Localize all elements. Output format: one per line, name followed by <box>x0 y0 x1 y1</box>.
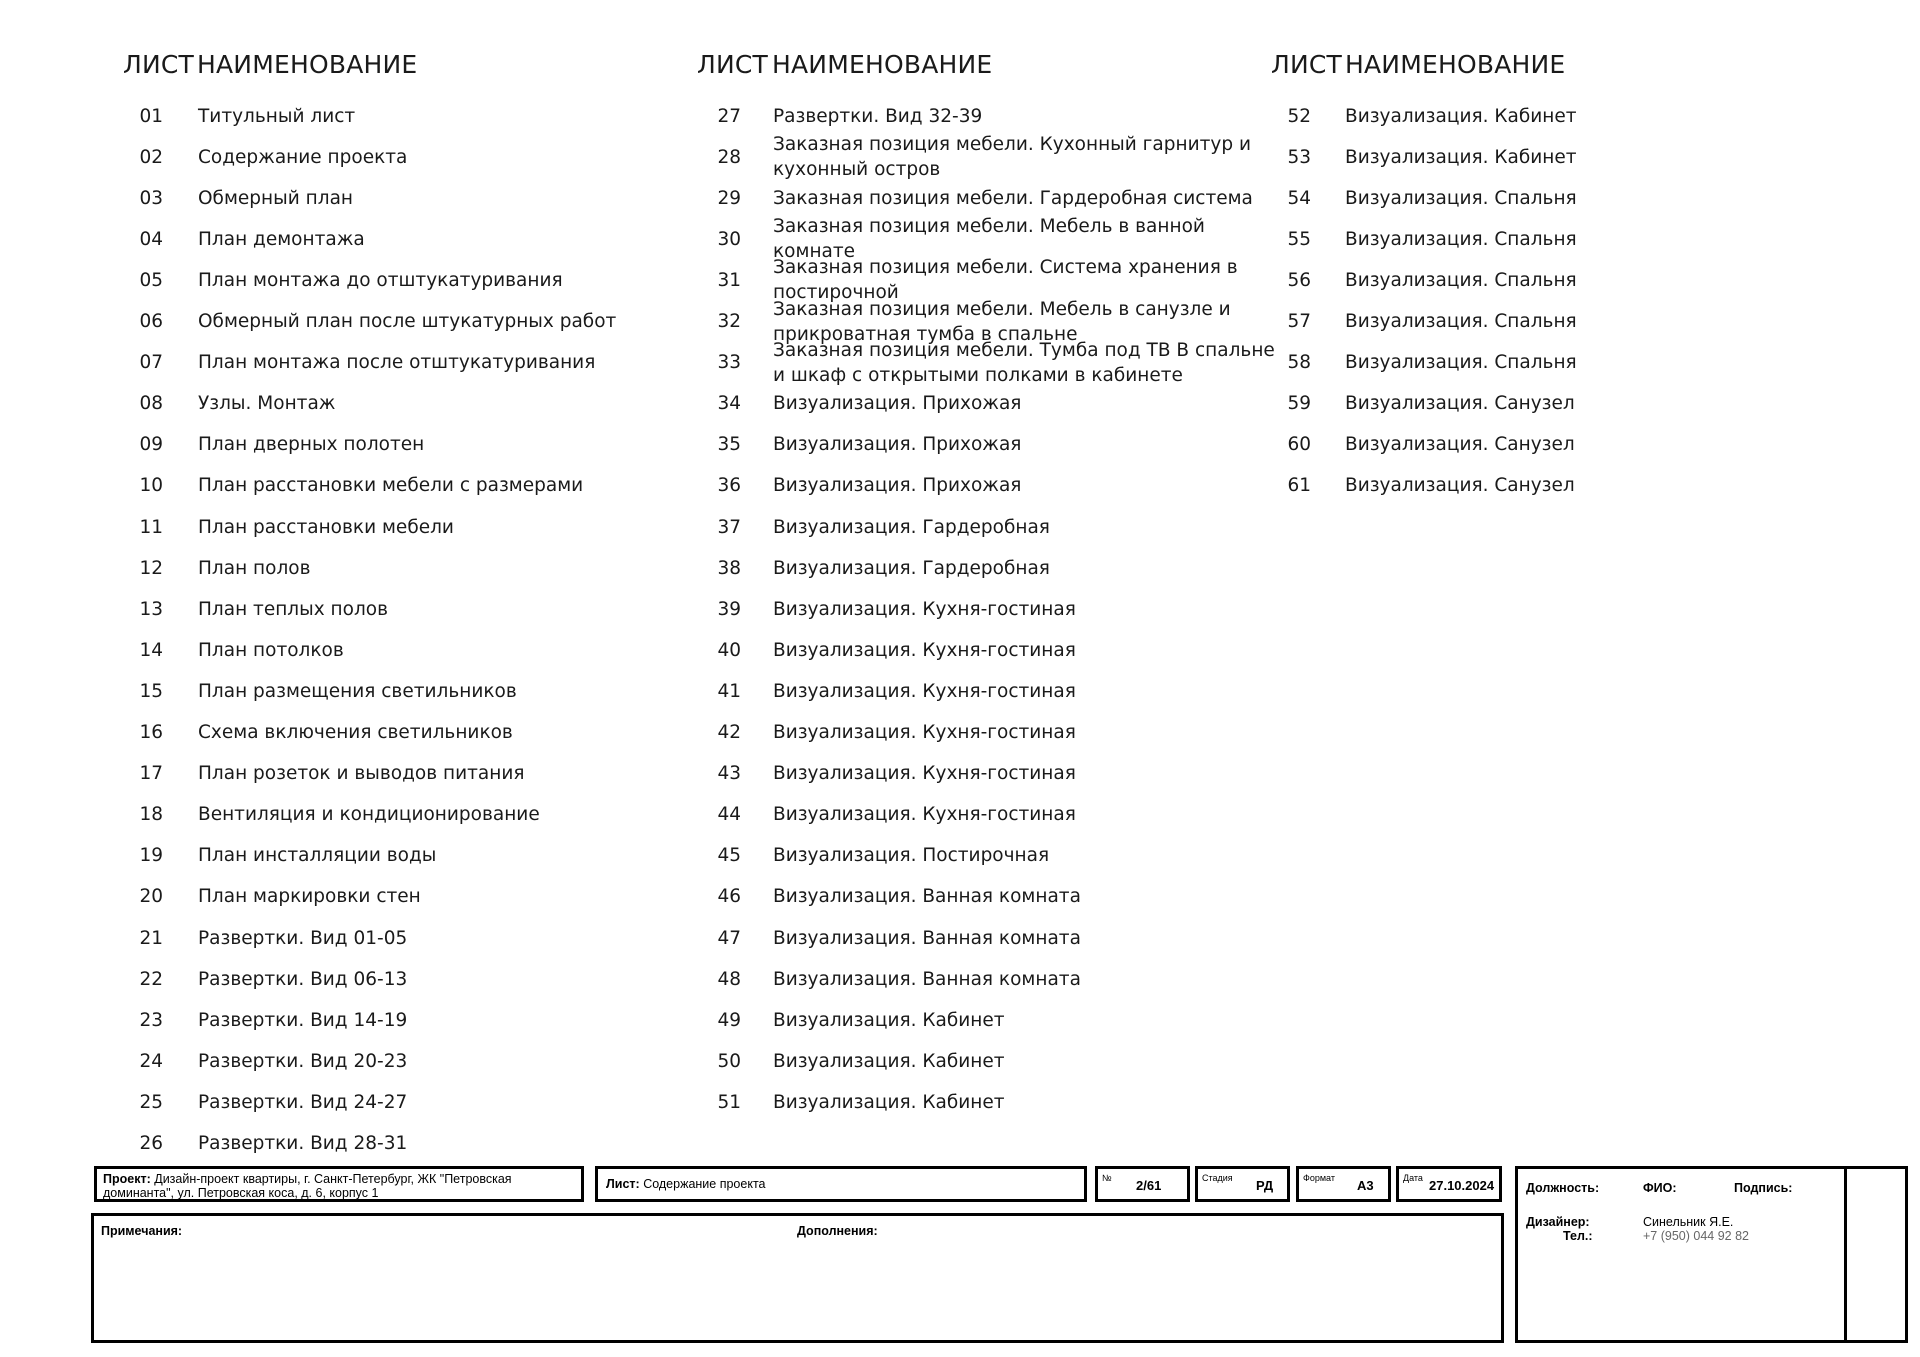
sheet-number: 32 <box>717 311 741 332</box>
position-label: Должность: <box>1526 1181 1600 1195</box>
sheet-number: 41 <box>717 680 741 702</box>
sheet-number: 25 <box>139 1091 163 1113</box>
header-sheet: ЛИСТ <box>697 50 769 79</box>
sheet-number: 61 <box>1287 475 1311 497</box>
sheet-title: Визуализация. Спальня <box>1345 269 1577 291</box>
header-name: НАИМЕНОВАНИЕ <box>197 50 418 79</box>
sheet-title: План монтажа до отштукатуривания <box>198 269 563 291</box>
sheet-title: План размещения светильников <box>198 680 517 702</box>
sheet-title: Визуализация. Ванная комната <box>773 886 1081 908</box>
sheet-number: 03 <box>139 187 163 209</box>
sheet-title: Заказная позиция мебели. Тумба под ТВ В спальне и шкаф с открытыми полками в кабинете <box>773 339 1275 386</box>
sheet-number: 49 <box>717 1009 741 1031</box>
signature-divider <box>1844 1169 1847 1340</box>
sheet-number: 44 <box>717 804 741 826</box>
sheet-number: 30 <box>717 228 741 250</box>
signature-label: Подпись: <box>1734 1181 1793 1195</box>
sheet-title: Визуализация. Кабинет <box>773 1050 1005 1072</box>
sheet-number: 17 <box>139 763 163 785</box>
sheet-title: Визуализация. Кухня-гостиная <box>773 598 1076 620</box>
format-label: Формат <box>1303 1173 1335 1183</box>
sheet-number: 13 <box>139 598 163 620</box>
header-sheet: ЛИСТ <box>1271 50 1343 79</box>
sheet-title: План потолков <box>198 639 344 661</box>
sheet-title: Визуализация. Спальня <box>1345 228 1577 250</box>
sheet-title: План розеток и выводов питания <box>198 763 525 785</box>
sheet-title: Заказная позиция мебели. Мебель в ванной комнате <box>773 216 1205 263</box>
sheet-number: 19 <box>139 845 163 867</box>
sheet-number: 56 <box>1287 269 1311 291</box>
column-header <box>1271 50 1671 86</box>
sheet-title: Визуализация. Кабинет <box>773 1091 1005 1113</box>
sheet-number: 52 <box>1287 105 1311 127</box>
sheet-number: 27 <box>717 105 741 127</box>
sheet-title: Развертки. Вид 32-39 <box>773 105 983 127</box>
sheet-title: Визуализация. Спальня <box>1345 352 1577 374</box>
stage-label: Стадия <box>1202 1173 1233 1183</box>
column-header <box>123 50 603 86</box>
sheet-number: 29 <box>717 187 741 209</box>
sheet-title: Узлы. Монтаж <box>198 393 336 415</box>
sheet-number: 33 <box>717 352 741 374</box>
stage-box <box>1195 1166 1290 1202</box>
sheet-number: 43 <box>717 763 741 785</box>
sheet-number: 57 <box>1287 311 1311 332</box>
sheet-title: Схема включения светильников <box>198 722 513 743</box>
sheet-title: Визуализация. Санузел <box>1345 434 1575 456</box>
sheet-number: 60 <box>1287 434 1311 456</box>
notes-label: Примечания: <box>101 1224 183 1238</box>
notes-box <box>91 1213 1504 1343</box>
sheet-number: 51 <box>717 1091 741 1113</box>
sheet-number: 01 <box>139 105 163 127</box>
sheet-label: Лист: <box>606 1177 640 1191</box>
sheet-title: Визуализация. Прихожая <box>773 434 1022 456</box>
project-box <box>94 1166 584 1202</box>
sheet-title: Развертки. Вид 20-23 <box>198 1050 408 1072</box>
sheet-number: 59 <box>1287 393 1311 415</box>
sheet-title: Визуализация. Кухня-гостиная <box>773 804 1076 826</box>
sheet-title: Развертки. Вид 14-19 <box>198 1009 408 1031</box>
sheet-title: Визуализация. Кухня-гостиная <box>773 639 1076 661</box>
sheet-title: Вентиляция и кондиционирование <box>198 804 540 826</box>
sheet-title: Развертки. Вид 28-31 <box>198 1133 408 1154</box>
sheet-number: 09 <box>139 434 163 456</box>
sheet-number: 46 <box>717 886 741 908</box>
sheet-number: 23 <box>139 1009 163 1031</box>
sheet-title: Визуализация. Кухня-гостиная <box>773 763 1076 785</box>
sheet-title: Визуализация. Спальня <box>1345 187 1577 209</box>
sheet-title: Визуализация. Кабинет <box>1345 105 1577 127</box>
sheet-number: 47 <box>717 927 741 949</box>
sheet-title: Обмерный план <box>198 187 354 209</box>
sheet-number: 21 <box>139 927 163 949</box>
sheet-title: Визуализация. Постирочная <box>773 845 1050 867</box>
sheet-title: План монтажа после отштукатуривания <box>198 352 596 374</box>
sheet-title: План инсталляции воды <box>198 845 437 867</box>
stage-value: РД <box>1256 1178 1274 1193</box>
sheet-box <box>595 1166 1087 1202</box>
sheet-number: 06 <box>139 311 163 332</box>
sheet-number: 28 <box>717 146 741 168</box>
list-item <box>697 1077 1285 1127</box>
sheet-title: Обмерный план после штукатурных работ <box>198 311 617 332</box>
sheet-number: 16 <box>139 722 163 743</box>
sheet-number: 05 <box>139 269 163 291</box>
sheet-number: 11 <box>139 516 163 538</box>
designer-label: Дизайнер: <box>1526 1215 1590 1229</box>
date-label: Дата <box>1403 1173 1423 1183</box>
sheet-title: План маркировки стен <box>198 886 421 908</box>
sheet-title: Развертки. Вид 24-27 <box>198 1091 408 1113</box>
sheet-number: 12 <box>139 557 163 579</box>
sheet-title: Визуализация. Кухня-гостиная <box>773 722 1076 743</box>
number-box <box>1095 1166 1190 1202</box>
phone-label: Тел.: <box>1563 1229 1593 1243</box>
sheet-number: 31 <box>717 269 741 291</box>
sheet-title: Визуализация. Санузел <box>1345 393 1575 415</box>
sheet-number: 40 <box>717 639 741 661</box>
sheet-value: Содержание проекта <box>643 1177 766 1191</box>
sheet-title: Визуализация. Кухня-гостиная <box>773 680 1076 702</box>
sheet-title: План дверных полотен <box>198 434 425 456</box>
sheet-number: 48 <box>717 968 741 990</box>
sheet-number: 37 <box>717 516 741 538</box>
sheet-title: Содержание проекта <box>198 146 408 168</box>
sheet-title: План демонтажа <box>198 228 365 250</box>
header-name: НАИМЕНОВАНИЕ <box>772 50 993 79</box>
sheet-title: Визуализация. Спальня <box>1345 311 1577 332</box>
sheet-title: Визуализация. Прихожая <box>773 475 1022 497</box>
sheet-number: 24 <box>139 1050 163 1072</box>
sheet-title: Заказная позиция мебели. Система хранения в постирочной <box>773 257 1238 304</box>
date-box <box>1396 1166 1502 1202</box>
sheet-title: Визуализация. Кабинет <box>1345 146 1577 168</box>
sheet-title: План расстановки мебели <box>198 516 454 538</box>
sheet-number: 39 <box>717 598 741 620</box>
sheet-number: 54 <box>1287 187 1311 209</box>
header-name: НАИМЕНОВАНИЕ <box>1345 50 1566 79</box>
sheet-number: 08 <box>139 393 163 415</box>
header-sheet: ЛИСТ <box>123 50 195 79</box>
sheet-number: 35 <box>717 434 741 456</box>
sheet-number: 38 <box>717 557 741 579</box>
sheet-title: План полов <box>198 557 311 579</box>
project-value: Дизайн-проект квартиры, г. Санкт-Петербург, ЖК "Петровская доминанта", ул. Петровская коса, д. 6, корпус 1 <box>103 1172 512 1200</box>
sheet-title: Заказная позиция мебели. Мебель в санузле и прикроватная тумба в спальне <box>773 298 1231 345</box>
additions-label: Дополнения: <box>797 1224 878 1238</box>
sheet-number: 45 <box>717 845 741 867</box>
project-label: Проект: <box>103 1172 151 1186</box>
sheet-number: 15 <box>139 680 163 702</box>
sheet-title: План расстановки мебели с размерами <box>198 475 584 497</box>
sheet-title: Визуализация. Ванная комната <box>773 927 1081 949</box>
sheet-title: Визуализация. Прихожая <box>773 393 1022 415</box>
sheet-title: Визуализация. Гардеробная <box>773 557 1050 579</box>
sheet-title: Заказная позиция мебели. Гардеробная система <box>773 187 1253 209</box>
signatures-box <box>1515 1166 1908 1343</box>
sheet-number: 42 <box>717 722 741 743</box>
sheet-title: Заказная позиция мебели. Кухонный гарнитур и кухонный остров <box>773 134 1251 181</box>
sheet-title: Визуализация. Гардеробная <box>773 516 1050 538</box>
list-item <box>1271 461 1665 511</box>
sheet-number: 22 <box>139 968 163 990</box>
sheet-number: 20 <box>139 886 163 908</box>
list-item <box>123 1119 618 1169</box>
designer-name: Синельник Я.Е. <box>1643 1215 1734 1229</box>
sheet-number: 18 <box>139 804 163 826</box>
sheet-title: Титульный лист <box>198 105 356 127</box>
number-value: 2/61 <box>1136 1178 1162 1193</box>
sheet-number: 10 <box>139 475 163 497</box>
sheet-number: 58 <box>1287 352 1311 374</box>
date-value: 27.10.2024 <box>1429 1178 1495 1193</box>
sheet-number: 14 <box>139 639 163 661</box>
sheet-number: 50 <box>717 1050 741 1072</box>
sheet-number: 07 <box>139 352 163 374</box>
fio-label: ФИО: <box>1643 1181 1677 1195</box>
number-label: № <box>1102 1173 1112 1183</box>
sheet-title: Визуализация. Кабинет <box>773 1009 1005 1031</box>
sheet-title: Визуализация. Санузел <box>1345 475 1575 497</box>
format-value: А3 <box>1357 1178 1374 1193</box>
sheet-number: 34 <box>717 393 741 415</box>
sheet-number: 55 <box>1287 228 1311 250</box>
sheet-number: 53 <box>1287 146 1311 168</box>
sheet-title: Развертки. Вид 01-05 <box>198 927 408 949</box>
sheet-title: План теплых полов <box>198 598 389 620</box>
sheet-title: Визуализация. Ванная комната <box>773 968 1081 990</box>
format-box <box>1296 1166 1391 1202</box>
sheet-number: 04 <box>139 228 163 250</box>
sheet-number: 02 <box>139 146 163 168</box>
sheet-title: Развертки. Вид 06-13 <box>198 968 408 990</box>
sheet-number: 26 <box>139 1133 163 1154</box>
sheet-number: 36 <box>717 475 741 497</box>
column-header <box>697 50 1287 86</box>
phone-value: +7 (950) 044 92 82 <box>1643 1229 1749 1243</box>
